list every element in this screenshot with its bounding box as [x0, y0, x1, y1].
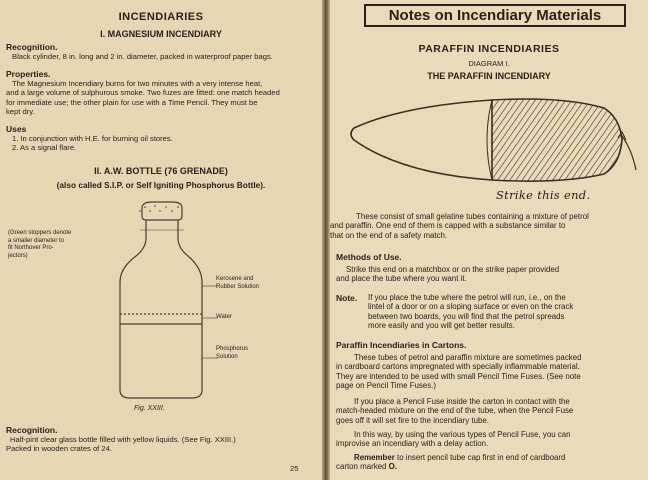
recognition-label-2: Recognition.	[6, 425, 58, 435]
water-label: Water	[216, 314, 232, 320]
right-page	[330, 0, 648, 480]
fuse-text: If you place a Pencil Fuse inside the carton in contact with the match-headed mixture on the end of the tube, when the Pencil Fuse goes off it will set fire to the incendiary tube.	[336, 397, 574, 425]
phosphorus-label: Phosphorus Solution	[216, 346, 249, 360]
remember-text: Remember to insert pencil tube cap first in end of cardboard carton marked O.	[336, 453, 566, 472]
note-text: If you place the tube where the petrol will run, i.e., on the lintel of a door or on a sloping surface or even on the crack between two boards, you will find that the petrol spreads more easily and you will get better results.	[368, 293, 574, 330]
properties-text: The Magnesium Incendiary burns for two minutes with a very intense heat, and a large volume of sulphurous smoke. Two fuzes are fitted: one match headed for immediate use; the other plain for use with a Time Pencil. They must be kept dry.	[6, 79, 280, 117]
diagram-title: THE PARAFFIN INCENDIARY	[427, 71, 551, 81]
methods-label: Methods of Use.	[336, 252, 402, 262]
diagram-label: DIAGRAM I.	[468, 59, 510, 68]
tube-body	[351, 100, 492, 180]
strike-arrow-icon	[622, 136, 636, 170]
magnesium-heading: I. MAGNESIUM INCENDIARY	[100, 29, 222, 39]
uses-item: 1. In conjunction with H.E. for burning oil stores.	[12, 134, 173, 143]
recognition-label-1: Recognition.	[6, 42, 58, 52]
strike-label: Strike this end.	[496, 188, 591, 202]
left-page-title: INCENDIARIES	[118, 11, 204, 23]
kerosene-label: Kerosene and Rubber Solution	[216, 276, 260, 290]
methods-text: Strike this end on a matchbox or on the strike paper provided and place the tube where you want it.	[336, 265, 560, 284]
bottle-illustration	[100, 196, 230, 406]
figure-caption: Fig. XXIII.	[134, 405, 165, 412]
note-label: Note.	[336, 293, 358, 303]
paraffin-tube-diagram	[342, 88, 648, 192]
uses-label: Uses	[6, 124, 27, 134]
aw-bottle-heading: II. A.W. BOTTLE (76 GRENADE)	[94, 166, 228, 176]
uses-item: 2. As a signal flare.	[12, 143, 77, 153]
aw-bottle-subheading: (also called S.I.P. or Self Igniting Phosphorus Bottle).	[56, 180, 266, 190]
book-gutter	[322, 0, 330, 480]
stopper-note: (Green stoppers denote a smaller diameter to fit Northover Pro- jectors)	[8, 230, 72, 259]
cartons-label: Paraffin Incendiaries in Cartons.	[336, 340, 467, 350]
properties-label: Properties.	[6, 69, 51, 79]
match-head-cap	[492, 99, 622, 181]
notes-title: Notes on Incendiary Materials	[364, 4, 626, 27]
paraffin-heading: PARAFFIN INCENDIARIES	[418, 43, 560, 55]
uses-list	[12, 134, 173, 153]
cartons-text: These tubes of petrol and paraffin mixture are sometimes packed in cardboard cartons impregnated with specially inflammable material. They are intended to be used with small Pencil Time Fuses. (See note page on Pencil Time Fuses.)	[336, 353, 582, 390]
page-number: 25	[290, 464, 299, 473]
left-page	[0, 0, 322, 480]
bottle-stopper	[142, 202, 182, 220]
intro-paragraph: These consist of small gelatine tubes containing a mixture of petrol and paraffin. One end of them is capped with a substance similar to that on the end of a safety match.	[330, 212, 589, 240]
improvise-text: In this way, by using the various types of Pencil Fuse, you can improvise an incendiary with a delay action.	[336, 430, 571, 449]
recognition-text-1: Black cylinder, 8 in. long and 2 in. diameter, packed in waterproof paper bags.	[12, 52, 273, 61]
recognition-text-2: Half-pint clear glass bottle filled with yellow liquids. (See Fig. XXIII.) Packed in wooden crates of 24.	[6, 435, 236, 454]
